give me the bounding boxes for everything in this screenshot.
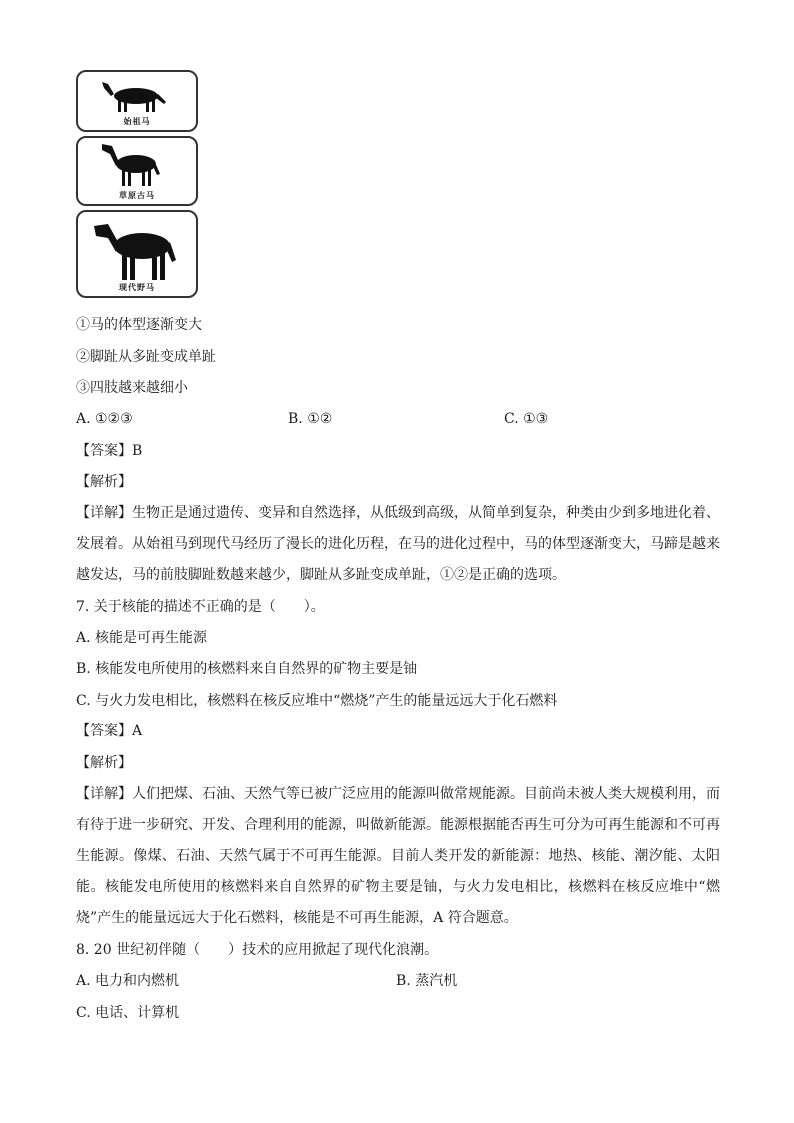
q8-option-a: A. 电力和内燃机 [76,973,180,989]
q8-option-b: B. 蒸汽机 [396,973,458,989]
q7-option-b: B. 核能发电所使用的核燃料来自自然界的矿物主要是铀 [76,661,418,677]
q6-analysis-label: 【解析】 [76,474,132,490]
caption-merychippus: 草原古马 [119,190,155,200]
caption-eohippus: 始祖马 [123,116,151,126]
q7-option-c: C. 与火力发电相比，核燃料在核反应堆中“燃烧”产生的能量远远大于化石燃料 [76,693,558,709]
panel-merychippus [76,136,198,206]
q6-answer: 【答案】B [76,443,143,459]
q6-option-b: B. ①② [288,411,333,427]
q8-option-c: C. 电话、计算机 [76,1005,180,1021]
caption-modern-horse: 现代野马 [119,282,155,292]
q7-analysis-label: 【解析】 [76,755,132,771]
panel-eohippus [76,70,198,132]
q7-stem: 7. 关于核能的描述不正确的是（ ）。 [76,599,325,615]
statement-3: ③四肢越来越细小 [76,380,188,396]
statement-2: ②脚趾从多趾变成单趾 [76,349,216,365]
q7-option-a: A. 核能是可再生能源 [76,630,208,646]
q8-stem: 8. 20 世纪初伴随（ ）技术的应用掀起了现代化浪潮。 [76,942,439,958]
statement-1: ①马的体型逐渐变大 [76,317,202,333]
q7-answer: 【答案】A [76,723,143,739]
q7-detail: 【详解】人们把煤、石油、天然气等已被广泛应用的能源叫做常规能源。目前尚未被人类大规模利用，而有待于进一步研究、开发、合理利用的能源，叫做新能源。能源根据能否再生可分为可再生能源和不可再生能源。像煤、石油、天然气属于不可再生能源。目前人类开发的新能源：地热、核能、潮汐能、太阳能。核能发电所使用的核燃料来自自然界的矿物主要是铀，与火力发电相比，核燃料在核反应堆中“燃烧”产生的能量远远大于化石燃料，核能是不可再生能源，A 符合题意。 [76,786,720,926]
q6-option-a: A. ①②③ [76,411,133,427]
q6-detail: 【详解】生物正是通过遗传、变异和自然选择，从低级到高级，从简单到复杂，种类由少到多地进化着、发展着。从始祖马到现代马经历了漫长的进化历程，在马的进化过程中，马的体型逐渐变大，马蹄是越来越发达，马的前肢脚趾数越来越少，脚趾从多趾变成单趾，①②是正确的选项。 [76,505,720,583]
q6-option-c: C. ①③ [504,411,549,427]
horse-evolution-figure [76,70,200,298]
panel-modern-horse [76,210,198,298]
